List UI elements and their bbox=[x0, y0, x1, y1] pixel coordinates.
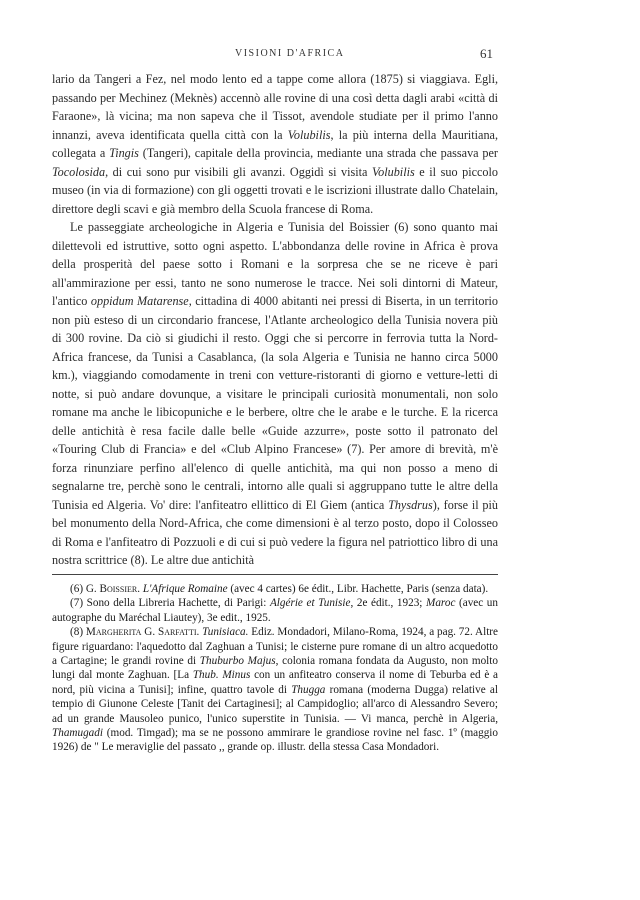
fn7-text-3: (avec un autographe du Maréchal Liautey), 3e edit., 1925. bbox=[52, 597, 498, 624]
fn8-thub-minus: Thub. Minus bbox=[192, 669, 251, 682]
footnote-7 bbox=[52, 596, 498, 625]
footnote-6 bbox=[52, 582, 498, 596]
fn8-thugga: Thugga bbox=[291, 683, 326, 696]
fn7-text-2: , 2e édit., 1923; bbox=[350, 597, 426, 610]
p1-text-5: e il suo piccolo museo (in via di formazione) con gli oggetti trovati e le iscrizioni illustrate dallo Chatelain, direttore degli scavi e già membro della Scuola francese di Roma. bbox=[52, 164, 499, 216]
fn8-author: Margherita G. Sarfatti. bbox=[85, 626, 200, 639]
fn6-author: G. Boissier. bbox=[85, 583, 141, 595]
fn8-number: (8) bbox=[70, 626, 86, 639]
running-title: VISIONI D'AFRICA bbox=[235, 48, 345, 59]
fn8-text-5: (mod. Timgad); ma se ne possono ammirare le grandiose rovine nel fasc. 1º (maggio 1926) de " Le meraviglie del passato ,, grande op. illustr. della stessa Casa Mondadori. bbox=[52, 727, 498, 754]
fn8-text-4: romana (moderna Dugga) relative al tempio di Giunone Celeste [Tanit dei Cartaginesi]; al Campidoglio; all'arco di Alessandro Severo; ad un grande Mausoleo punico, l'unico superstite in Tunisia. — Vi manca, perchè in Algeria, bbox=[52, 683, 498, 725]
p2-text-3: ), forse il più bel monumento della Nord-Africa, che come dimensioni è al terzo posto, dopo il Colosseo di Roma e l'anfiteatro di Pozzuoli e di cui si può vedere la figura nel patriottico libro di una nostra scrittrice (8). Le altre due antichità bbox=[52, 497, 498, 567]
fn7-title-1: Algérie et Tunisie bbox=[269, 597, 351, 610]
p1-text-3: (Tangeri), capitale della provincia, mediante una strada che passava per bbox=[138, 146, 498, 160]
p1-tingis: Tingis bbox=[109, 146, 139, 160]
fn6-title: L'Afrique Romaine bbox=[140, 583, 228, 595]
p1-text-2: , la più interna della Mauritiana, collegata a bbox=[52, 127, 498, 160]
fn8-text-2: , colonia romana fondata da Augusto, non molto lungi dal monte Zaghuan. [La bbox=[52, 655, 498, 682]
fn8-title: Tunisiaca. bbox=[199, 626, 249, 639]
main-text bbox=[52, 70, 498, 570]
footnote-rule bbox=[52, 574, 498, 575]
p2-oppidum: oppidum Matarense bbox=[90, 294, 189, 308]
fn7-title-2: Maroc bbox=[426, 597, 456, 610]
fn8-text-3: con un anfiteatro conserva il nome di Teburba ed è a nord, più vicina a Tunisi]; infine, quattro tavole di bbox=[52, 669, 498, 696]
fn8-thamugadi: Thamugadi bbox=[52, 727, 103, 740]
fn8-thuburbo: Thuburbo Majus bbox=[199, 655, 276, 668]
paragraph-1 bbox=[52, 70, 498, 218]
fn6-number: (6) bbox=[70, 583, 86, 595]
fn7-text-1: (7) Sono della Libreria Hachette, di Parigi: bbox=[70, 597, 270, 610]
p1-volubilis-2: Volubilis bbox=[372, 164, 415, 179]
fn6-rest: (avec 4 cartes) 6e édit., Libr. Hachette, Paris (senza data). bbox=[227, 583, 489, 595]
p2-text-2: , cittadina di 4000 abitanti nei pressi di Biserta, in un territorio non più esteso di un circondario francese, l'Atlante archeologico della Tunisia novera più di 300 rovine. Da ciò si giudichi il resto. Oggi che si percorre in ferrovia tutta la Nord-Africa francese, da Tunisi a Casablanca, (la sola Algeria e Tunisia ne hanno circa 5000 km.), viaggiando comodamente in treni con vetture-ristoranti di giorno e vetture-letti di notte, si può andare dovunque, a visitare le principali curiosità monumentali, non solo romane ma anche le libicopuniche e le berbere, oltre che le arabe e le turche. E la ricerca delle antichità è resa facile dalle belle «Guide azzurre», poste sotto il patronato del «Touring Club di Francia» e del «Club Alpino Francese» (7). Per amore di brevità, m'è forza rinunziare perfino all'elenco di quelle antichità, ma qui non posso a meno di segnalarne tre, perchè sono le centrali, intorno alle quali si aggruppano tutte le altre della Tunisia ed Algeria. Vo' dire: l'anfiteatro ellittico di El Giem (antica bbox=[52, 294, 498, 512]
footnote-8 bbox=[52, 625, 498, 755]
p2-text-1: Le passeggiate archeologiche in Algeria e Tunisia del Boissier (6) sono quanto mai dilettevoli ed istruttive, sotto ogni aspetto. L'abbondanza delle rovine in Africa è prova della prosperità del paese sotto i Romani e la sorpresa che se ne riceve è pari all'ammirazione per essi, tanto ne sono numerose le tracce. Nei soli dintorni di Mateur, l'antico bbox=[52, 220, 498, 308]
p1-text-1: lario da Tangeri a Fez, nel modo lento ed a tappe come allora (1875) si viaggiava. Egli, passando per Mechinez (Meknès) accennò alle rovine di una così detta dagli arabi «città di Faraone», là vicina; ma non sapeva che il Tissot, avendole studiate per il primo l'anno innanzi, aveva identificata quella città con la bbox=[52, 72, 498, 142]
footnotes bbox=[52, 582, 498, 755]
p1-text-4: , di cui sono pur visibili gli avanzi. Oggidì si visita bbox=[105, 164, 373, 179]
fn8-text-1: Ediz. Mondadori, Milano-Roma, 1924, a pag. 72. Altre figure riguardano: l'aquedotto dal Zaghuan a Tunisi; le cisterne pure romane di un altro acquedotto a Cartagine; le grandi rovine di bbox=[52, 626, 498, 668]
page-number: 61 bbox=[480, 46, 493, 61]
paragraph-2 bbox=[52, 218, 498, 570]
p2-thysdrus: Thysdrus bbox=[388, 497, 433, 512]
p1-volubilis-1: Volubilis bbox=[287, 127, 331, 142]
p1-tocolosida: Tocolosida bbox=[52, 164, 106, 179]
